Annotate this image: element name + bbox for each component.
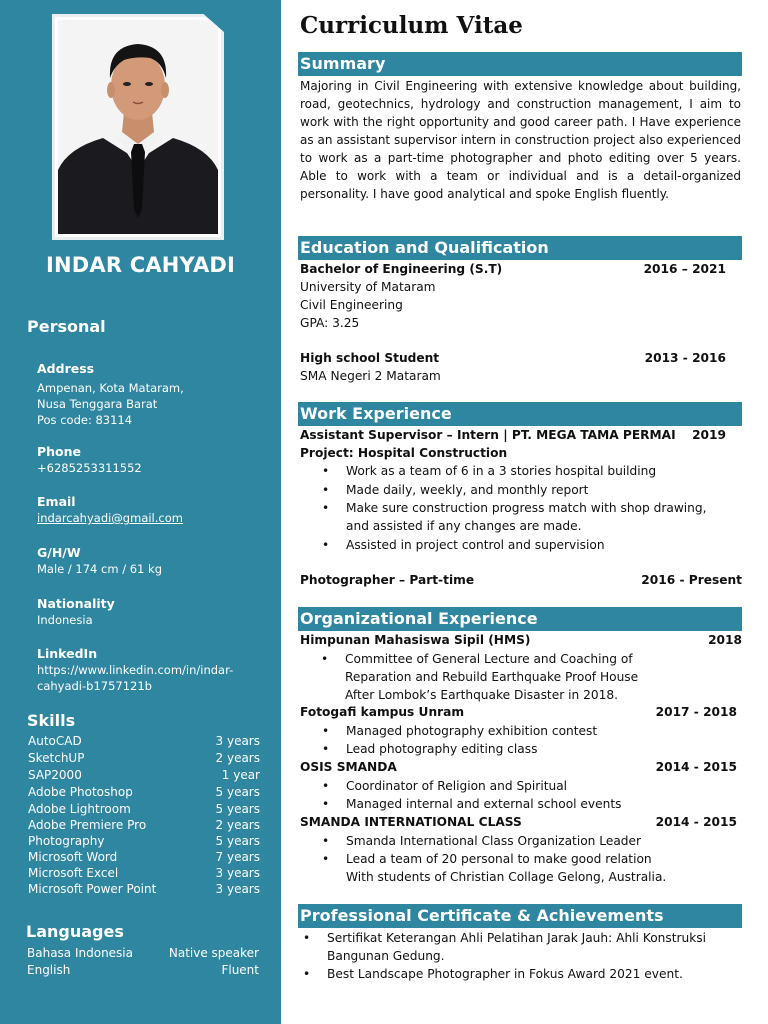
- address-block: [37, 361, 267, 428]
- nationality-value: Indonesia: [37, 613, 93, 627]
- nationality-block: [37, 596, 267, 628]
- skill-years: 2 years: [215, 818, 260, 832]
- skill-row: [28, 801, 260, 817]
- work-entry: [300, 571, 742, 589]
- org-bullet: • Lead photography editing class: [322, 742, 538, 756]
- skill-years: 3 years: [215, 734, 260, 748]
- skill-years: 5 years: [215, 834, 260, 848]
- education-entry: [300, 260, 726, 278]
- skill-row: [28, 767, 260, 783]
- org-bullet: • Managed photography exhibition contest: [322, 724, 598, 738]
- work-entry: [300, 426, 726, 444]
- skill-name: SketchUP: [28, 751, 85, 765]
- candidate-name: INDAR CAHYADI: [45, 253, 236, 277]
- education-detail: GPA: 3.25: [300, 316, 360, 330]
- ghw-block: [37, 545, 267, 577]
- certificate-bullet: • Sertifikat Keterangan Ahli Pelatihan Jarak Jauh: Ahli Konstruksi Bangunan Gedung.: [303, 931, 707, 963]
- skill-row: [28, 733, 260, 749]
- work-date: 2016 - Present: [641, 573, 742, 587]
- work-title: Photographer – Part-time: [300, 573, 475, 587]
- skill-row: [28, 750, 260, 766]
- org-bullet: • Committee of General Lecture and Coaching of Reparation and Rebuild Earthquake Proof House After Lombok’s Earthquake Disaster in 2018.: [321, 652, 639, 702]
- skill-row: [28, 865, 260, 881]
- org-entry: [300, 703, 737, 721]
- languages-heading: Languages: [26, 922, 124, 941]
- skill-name: Photography: [28, 834, 105, 848]
- org-name: Himpunan Mahasiswa Sipil (HMS): [300, 633, 531, 647]
- skill-years: 2 years: [215, 751, 260, 765]
- org-name: SMANDA INTERNATIONAL CLASS: [300, 815, 522, 829]
- work-date: 2019: [692, 428, 726, 442]
- org-name: Fotogafi kampus Unram: [300, 705, 465, 719]
- main-content: [281, 0, 768, 1024]
- skill-row: [28, 881, 260, 897]
- org-bullet: • Coordinator of Religion and Spiritual: [322, 779, 568, 793]
- certificates-heading: Professional Certificate & Achievements: [298, 904, 742, 928]
- education-entry: [300, 349, 726, 367]
- language-row: [27, 945, 259, 961]
- email-link[interactable]: indarcahyadi@gmail.com: [37, 511, 183, 525]
- language-name: Bahasa Indonesia: [27, 946, 133, 960]
- org-date: 2014 - 2015: [655, 760, 737, 774]
- org-date: 2017 - 2018: [655, 705, 737, 719]
- ghw-value: Male / 174 cm / 61 kg: [37, 562, 162, 576]
- org-date: 2018: [708, 633, 742, 647]
- address-line: Nusa Tenggara Barat: [37, 397, 158, 411]
- email-block: [37, 494, 267, 526]
- work-project: Project: Hospital Construction: [300, 446, 508, 460]
- work-bullet: • Made daily, weekly, and monthly report: [322, 483, 589, 497]
- summary-heading: Summary: [298, 52, 742, 76]
- org-entry: [300, 813, 737, 831]
- skill-row: [28, 849, 260, 865]
- org-entry: [300, 758, 737, 776]
- linkedin-block: [37, 646, 267, 694]
- education-heading: Education and Qualification: [298, 236, 742, 260]
- work-title: Assistant Supervisor – Intern | PT. MEGA TAMA PERMAI: [300, 428, 676, 442]
- language-level: Native speaker: [168, 946, 259, 960]
- skill-name: AutoCAD: [28, 734, 82, 748]
- profile-photo: [58, 20, 218, 234]
- language-row: [27, 962, 259, 978]
- org-bullet: • Lead a team of 20 personal to make good relation With students of Christian Collage Gelong, Australia.: [322, 852, 667, 884]
- skill-row: [28, 784, 260, 800]
- skill-name: Microsoft Excel: [28, 866, 119, 880]
- skill-name: Adobe Premiere Pro: [28, 818, 147, 832]
- nationality-label: Nationality: [37, 596, 115, 611]
- linkedin-label: LinkedIn: [37, 646, 98, 661]
- education-detail: SMA Negeri 2 Mataram: [300, 369, 441, 383]
- skills-heading: Skills: [27, 711, 76, 730]
- skill-name: Microsoft Power Point: [28, 882, 157, 896]
- education-detail: University of Mataram: [300, 280, 436, 294]
- skill-row: [28, 833, 260, 849]
- skill-years: 3 years: [215, 882, 260, 896]
- sidebar: [0, 0, 281, 1024]
- skill-name: SAP2000: [28, 768, 82, 782]
- personal-heading: Personal: [27, 317, 106, 336]
- language-name: English: [27, 963, 71, 977]
- skill-years: 3 years: [215, 866, 260, 880]
- profile-photo-frame: [52, 14, 224, 240]
- summary-text: Majoring in Civil Engineering with extensive knowledge about building, road, geotechnics, hydrology and construction management, I aim to work with the right opportunity and good career path. I Have experience as an assistant supervisor intern in construction project also experienced to work as a part-time photographer and photo editing over 5 years. Able to work with a team or individual and is a detail-organized personality. I have good analytical and spoke English fluently.: [300, 79, 741, 201]
- skill-years: 5 years: [215, 785, 260, 799]
- phone-label: Phone: [37, 444, 82, 459]
- education-date: 2013 - 2016: [644, 351, 726, 365]
- education-detail: Civil Engineering: [300, 298, 403, 312]
- address-line: Ampenan, Kota Mataram,: [37, 381, 184, 395]
- org-bullet: • Smanda International Class Organization Leader: [322, 834, 642, 848]
- address-line: Pos code: 83114: [37, 413, 133, 427]
- org-entry: [300, 631, 742, 649]
- skill-name: Adobe Photoshop: [28, 785, 133, 799]
- work-bullet: • Work as a team of 6 in a 3 stories hospital building: [322, 464, 657, 478]
- skill-row: [28, 817, 260, 833]
- skill-years: 7 years: [215, 850, 260, 864]
- linkedin-url-line[interactable]: https://www.linkedin.com/in/indar-: [37, 663, 234, 677]
- email-label: Email: [37, 494, 76, 509]
- skill-name: Adobe Lightroom: [28, 802, 131, 816]
- document-title: Curriculum Vitae: [300, 12, 523, 39]
- ghw-label: G/H/W: [37, 545, 81, 560]
- work-bullet: • Make sure construction progress match with shop drawing, and assisted if any changes are made.: [322, 501, 707, 533]
- phone-block: [37, 444, 267, 476]
- education-date: 2016 – 2021: [643, 262, 726, 276]
- org-bullet: • Managed internal and external school events: [322, 797, 622, 811]
- work-bullet: • Assisted in project control and supervision: [322, 538, 605, 552]
- address-label: Address: [37, 361, 95, 376]
- organizational-heading: Organizational Experience: [298, 607, 742, 631]
- skill-years: 5 years: [215, 802, 260, 816]
- phone-value: +6285253311552: [37, 461, 142, 475]
- skill-name: Microsoft Word: [28, 850, 118, 864]
- linkedin-url-line[interactable]: cahyadi-b1757121b: [37, 679, 152, 693]
- certificate-bullet: • Best Landscape Photographer in Fokus Award 2021 event.: [303, 967, 683, 981]
- work-heading: Work Experience: [298, 402, 742, 426]
- org-name: OSIS SMANDA: [300, 760, 397, 774]
- skill-years: 1 year: [221, 768, 260, 782]
- education-degree: Bachelor of Engineering (S.T): [300, 262, 503, 276]
- education-degree: High school Student: [300, 351, 440, 365]
- org-date: 2014 - 2015: [655, 815, 737, 829]
- language-level: Fluent: [221, 963, 259, 977]
